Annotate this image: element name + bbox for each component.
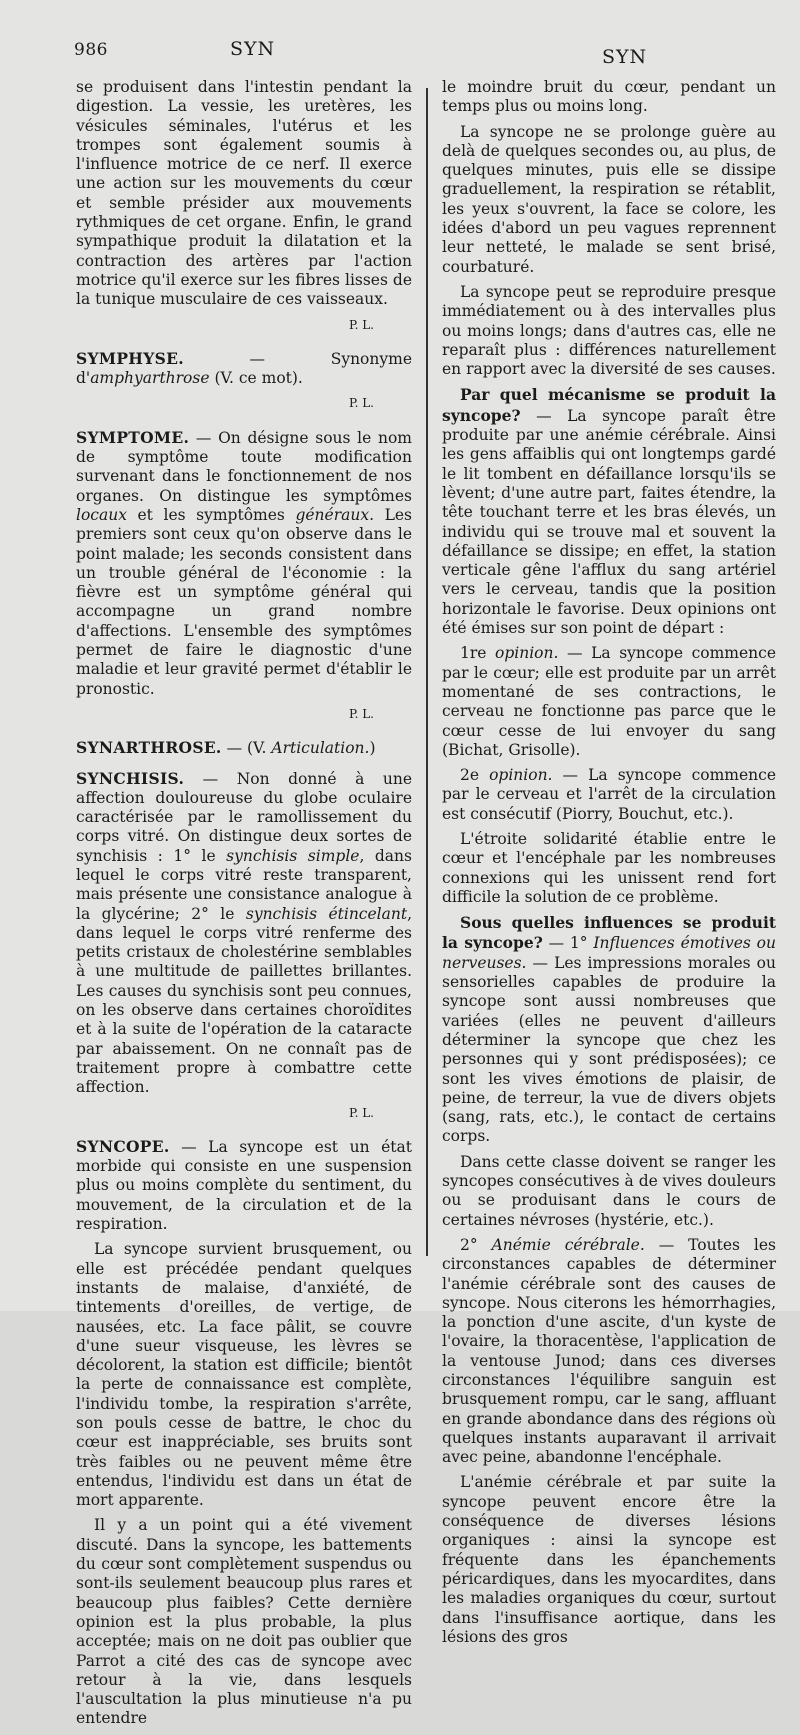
question-heading: Par quel mécanisme se produit la syncope? [442,385,776,425]
cerebral-anemia: 2° Anémie cérébrale. — Toutes les circonstances capables de déterminer l'anémie cérébrale sont des causes de syncope. Nous citerons les hémorrhagies, la ponction d'une ascite, d'un kyste de l'ovaire, la thoracentèse, l'application de la ventouse Junod; dans ces diverses circonstances l'équilibre sanguin est brusquement rompu, car le sang, affluant en grande abondance dans des régions où quelques instants auparavant il arrivait avec peine, abandonne l'encéphale. [442,1235,777,1467]
first-opinion: 1re opinion. — La syncope commence par le cœur; elle est produite par un arrêt momentané de ses contractions, le cerveau ne fonctionne pas parce que le cœur cesse de lui envoyer du sang (Bichat, Grisolle). [442,644,776,759]
paragraph: se produisent dans l'intestin pendant la digestion. La vessie, les uretères, les vésicules séminales, l'utérus et les trompes sont également soumis à l'influence motrice de ce nerf. Il exerce une action sur les mouvements du cœur et semble présider aux mouvements rythmiques de cet organe. Enfin, le grand sympathique produit la dilatation et la contraction des artères par l'action motrice qu'il exerce sur les fibres lisses de la tunique musculaire de ces vaisseaux. [76,78,412,309]
author-signature: P. L. [348,317,374,332]
entry-synarthrose: SYNARTHROSE. — (V. Articulation.) [76,738,376,758]
paragraph: La syncope ne se prolonge guère au delà de quelques secondes ou, au plus, de quelques minutes, puis elle se dissipe graduellement, la respiration se rétablit, les yeux s'ouvrent, la face se colore, les idées d'abord un peu vagues reprennent leur netteté, le malade se sent brisé, courbaturé. [442,122,776,276]
paragraph: Il y a un point qui a été vivement discuté. Dans la syncope, les battements du cœur sont complètement suspendus ou sont-ils seulement beaucoup plus rares et beaucoup plus faibles? Cette dernière opinion est la plus probable, la plus acceptée; mais on ne doit pas oublier que Parrot a cité des cas de syncope avec retour à la vie, dans lesquels l'auscultation la plus minutieuse n'a pu entendre [76,1516,412,1728]
second-opinion: 2e opinion. — La syncope commence par le cerveau et l'arrêt de la circulation est consécutif (Piorry, Bouchut, etc.). [442,766,776,823]
paragraph: L'anémie cérébrale et par suite la syncope peuvent encore être la conséquence de diverses lésions organiques : ainsi la syncope est fréquente dans les épanchements péricardiques, dans les myocardites, dans les maladies organiques du cœur, surtout dans l'insuffisance aortique, dans les lésions des gros [442,1473,776,1646]
entry-term: SYNARTHROSE. [76,738,222,758]
paragraph: La syncope peut se reproduire presque immédiatement ou à des intervalles plus ou moins longs; dans d'autres cas, elle ne reparaît plus : différences naturellement en rapport avec la diversité de ses causes. [442,282,776,379]
entry-synchisis: SYNCHISIS. — Non donné à une affection douloureuse du globe oculaire caractérisée par le ramollissement du corps vitré. On distingue deux sortes de synchisis : 1° le synchisis simple, dans lequel le corps vitré reste transparent, mais présente une consistance analogue à la glycérine; 2° le synchisis étincelant, dans lequel le corps vitré renferme des petits cristaux de cholestérine semblables à une multitude de paillettes brillantes. Les causes du synchisis sont peu connues, on les observe dans certaines choroïdites et à la suite de l'opération de la cataracte par abaissement. On ne connaît pas de traitement propre à combattre cette affection. [76,768,412,1097]
author-signature: P. L. [348,1105,374,1120]
running-head-right: SYN [602,46,648,68]
entry-syncope: SYNCOPE. — La syncope est un état morbide qui consiste en une suspension plus ou moins complète du sentiment, du mouvement, de la circulation et de la respiration. [76,1136,412,1234]
entry-symptome: SYMPTOME. — On désigne sous le nom de symptôme toute modification survenant dans le fonctionnement de nos organes. On distingue les symptômes locaux et les symptômes généraux. Les premiers sont ceux qu'on observe dans le point malade; les seconds consistent dans un trouble général de l'économie : la fièvre est un symptôme général qui accompagne un grand nombre d'affections. L'ensemble des symptômes permet de faire le diagnostic d'une maladie et leur gravité permet d'établir le pronostic. [76,427,412,698]
page-number: 986 [74,40,108,60]
question-heading: Sous quelles influences se produit la syncope? [442,913,776,953]
left-column [76,78,412,1735]
entry-term: SYNCOPE. [76,1136,170,1156]
page-header [0,38,800,68]
entry-term: SYMPTOME. [76,427,190,447]
author-signature: P. L. [348,706,374,721]
paragraph: L'étroite solidarité établie entre le cœur et l'encéphale par les nombreuses connexions qui les unissent rend fort difficile la solution de ce problème. [442,829,776,906]
entry-term: SYMPHYSE. [76,348,184,368]
entry-symphyse: SYMPHYSE. — Synonyme d'amphyarthrose (V. ce mot). [76,348,412,388]
right-column [442,78,776,1653]
paragraph: Dans cette classe doivent se ranger les syncopes consécutives à de vives douleurs ou se produisant dans le cours de certaines névroses (hystérie, etc.). [442,1152,776,1229]
question-influences: Sous quelles influences se produit la syncope? — 1° Influences émotives ou nerveuses. — Les impressions morales ou sensorielles capables de produire la syncope sont aussi nombreuses que variées (elles ne peuvent d'ailleurs déterminer la syncope que chez les personnes qui y sont prédisposées); ce sont les vives émotions de plaisir, de peine, de terreur, la vue de divers objets (sang, rats, etc.), le contact de certains corps. [442,913,776,1146]
paragraph: le moindre bruit du cœur, pendant un temps plus ou moins long. [442,78,776,116]
author-signature: P. L. [348,396,374,411]
question-mechanism: Par quel mécanisme se produit la syncope? — La syncope paraît être produite par une anémie cérébrale. Ainsi les gens affaiblis qui ont longtemps gardé le lit tombent en défaillance lorsqu'ils se lèvent; d'une autre part, faites étendre, la tête touchant terre et les bras élevés, un individu qui se trouve mal et souvent la défaillance se dissipe; en effet, la station verticale gêne l'afflux du sang artériel vers le cerveau, tandis que la position horizontale le favorise. Deux opinions ont été émises sur son point de départ : [442,385,776,638]
column-divider [426,88,428,1256]
running-head-left: SYN [230,38,276,60]
paragraph: La syncope survient brusquement, ou elle est précédée pendant quelques instants de malaise, d'anxiété, de tintements d'oreilles, de vertige, de nausées, etc. La face pâlit, se couvre d'une sueur visqueuse, les lèvres se décolorent, la station est difficile; bientôt la perte de connaissance est complète, l'individu tombe, la respiration s'arrête, son pouls cesse de battre, le choc du cœur est inappréciable, ses bruits sont très faibles ou ne peuvent même être entendus, l'individu est dans un état de mort apparente. [76,1240,412,1510]
entry-term: SYNCHISIS. [76,768,185,788]
